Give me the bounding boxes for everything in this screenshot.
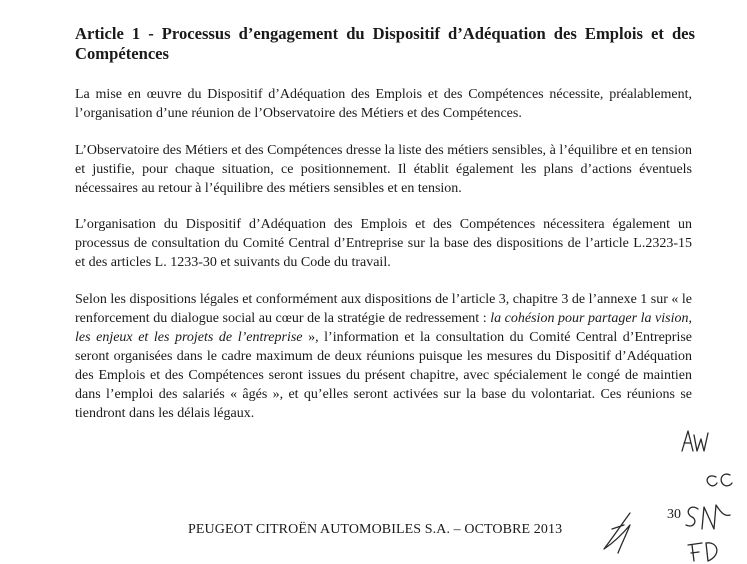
paragraph-4-italic-quote: la cohésion pour partager la vision, les enjeux et les projets de l’entreprise xyxy=(75,311,692,345)
paragraph-1: La mise en œuvre du Dispositif d’Adéquation des Emplois et des Compétences nécessite, préalablement, l’organisation d’une réunion de l’Observatoire des Métiers et des Compétences. xyxy=(75,87,692,121)
page-footer: PEUGEOT CITROËN AUTOMOBILES S.A. – OCTOBRE 2013 xyxy=(188,522,563,537)
initials-aw xyxy=(682,431,708,451)
signature-stroke xyxy=(604,513,630,553)
paragraph-2: L’Observatoire des Métiers et des Compétences dresse la liste des métiers sensibles, à l’équilibre et en tension et justifie, pour chaque situation, ce positionnement. Il établit également les plans d’actions éventuels nécessaires au retour à l’équilibre des métiers sensibles et en tension. xyxy=(75,143,692,196)
initials-cc xyxy=(707,474,732,486)
paragraph-4 xyxy=(75,290,692,423)
page-number: 30 xyxy=(667,507,681,522)
initials-fd xyxy=(688,543,717,561)
initials-sn xyxy=(686,505,730,529)
article-heading: Article 1 - Processus d’engagement du Dispositif d’Adéquation des Emplois et des Compétences xyxy=(75,24,695,63)
paragraph-3: L’organisation du Dispositif d’Adéquation des Emplois et des Compétences nécessitera également un processus de consultation du Comité Central d’Entreprise sur la base des dispositions de l’article L.2323-15 et des articles L. 1233-30 et suivants du Code du travail. xyxy=(75,217,692,270)
paragraph-4-text-end: », l’information et la consultation du Comité Central d’Entreprise seront organisées dans le cadre maximum de deux réunions puisque les mesures du Dispositif d’Adéquation des Emplois et des Compétences seront issues du présent chapitre, avec spécialement le congé de maintien dans l’emploi des salariés « âgés », et qu’elles seront activées sur la base du volontariat. Ces réunions se tiendront dans les délais légaux. xyxy=(75,330,692,421)
paragraph-4-text-start: Selon les dispositions légales et conformément aux dispositions de l’article 3, chapitre 3 de l’annexe 1 sur « le renforcement du dialogue social au cœur de la stratégie de redressement : xyxy=(75,292,693,326)
handwritten-initials xyxy=(590,425,747,564)
